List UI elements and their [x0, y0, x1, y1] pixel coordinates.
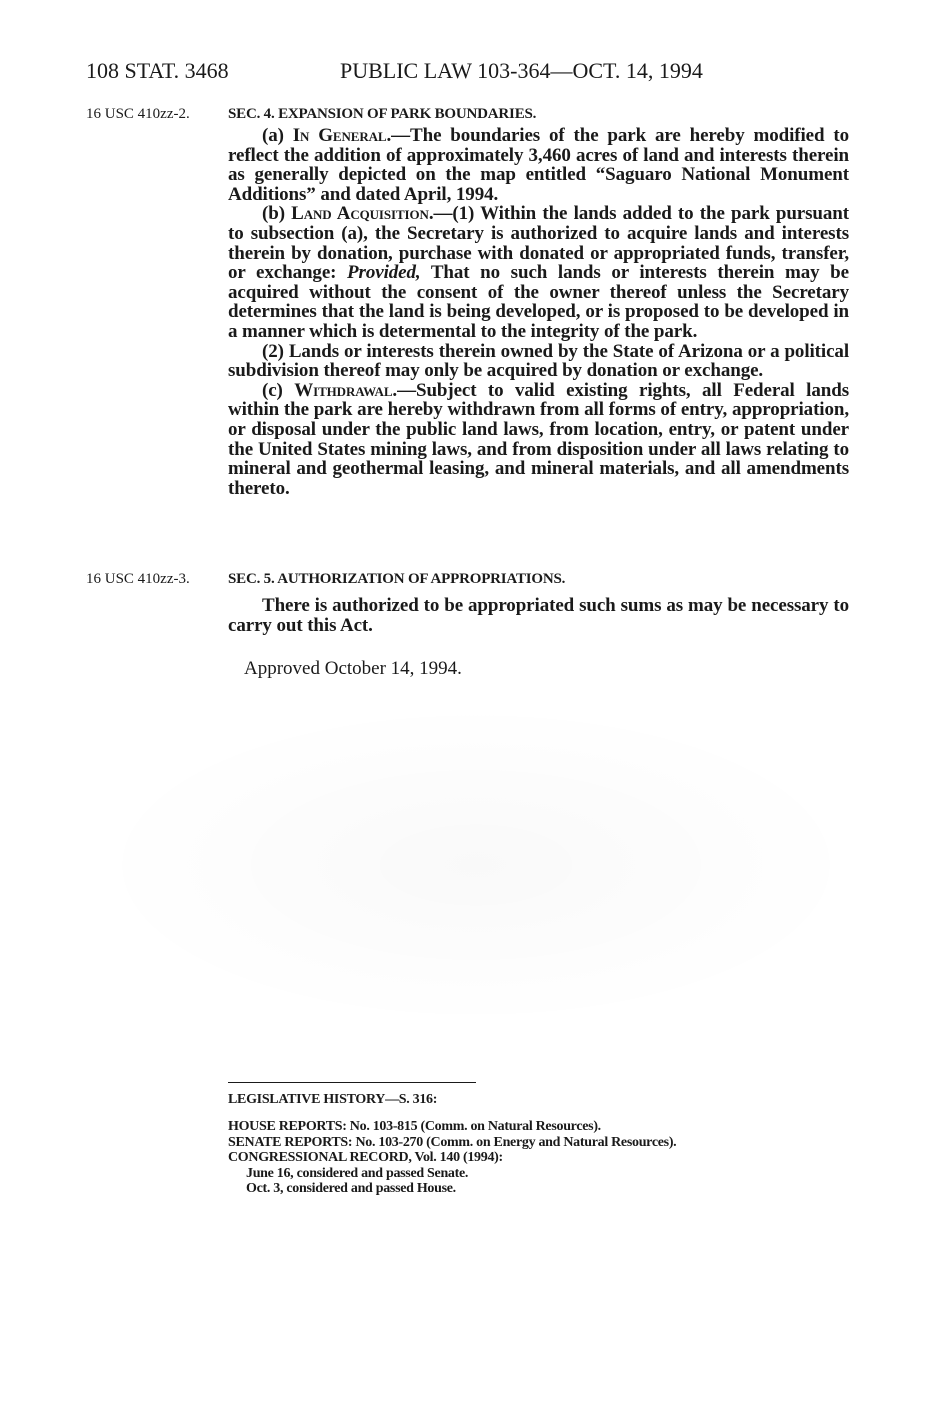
show-through-shadow	[86, 700, 866, 1030]
section-4-body	[228, 126, 849, 498]
history-subline: Oct. 3, considered and passed House.	[246, 1181, 456, 1197]
legislative-history-title: LEGISLATIVE HISTORY—S. 316:	[228, 1092, 438, 1107]
section-4-heading: SEC. 4. EXPANSION OF PARK BOUNDARIES.	[228, 106, 537, 122]
section-5-heading: SEC. 5. AUTHORIZATION OF APPROPRIATIONS.	[228, 571, 566, 587]
history-line: HOUSE REPORTS: No. 103-815 (Comm. on Natural Resources).	[228, 1119, 601, 1134]
history-line: CONGRESSIONAL RECORD, Vol. 140 (1994):	[228, 1150, 503, 1166]
section-5-body	[228, 596, 849, 635]
running-head: PUBLIC LAW 103-364—OCT. 14, 1994	[340, 58, 703, 83]
divider-rule	[228, 1082, 476, 1083]
paragraph-b2: (2) Lands or interests therein owned by the State of Arizona or a political subdivision thereof may only be acquired by donation or exchange.	[228, 340, 849, 382]
section-5-text: There is authorized to be appropriated such sums as may be necessary to carry out this Act.	[228, 595, 849, 636]
usc-citation-sec5: 16 USC 410zz-3.	[86, 571, 190, 587]
paragraph-c: (c) Withdrawal.—Subject to valid existing rights, all Federal lands within the park are hereby withdrawn from all forms of entry, appropriation, or disposal under the public land laws, from location, entry, or patent under the United States mining laws, and from disposition under all laws relating to mineral and geothermal leasing, and mineral materials, and all amendments thereto.	[228, 379, 849, 499]
history-line: SENATE REPORTS: No. 103-270 (Comm. on Energy and Natural Resources).	[228, 1134, 677, 1150]
paragraph-b1: (b) Land Acquisition.—(1) Within the lands added to the park pursuant to subsection (a), the Secretary is authorized to acquire lands and interests therein by donation, purchase with donated or appropriated funds, transfer, or exchange: Provided, That no such lands or interests therein may be acquired without the consent of the owner thereof unless the Secretary determines that the land is being developed, or is proposed to be developed in a manner which is determental to the integrity of the park.	[228, 203, 849, 342]
usc-citation-sec4: 16 USC 410zz-2.	[86, 106, 190, 122]
legislative-history	[228, 1119, 676, 1197]
paragraph-a: (a) In General.—The boundaries of the park are hereby modified to reflect the addition of approximately 3,460 acres of land and interests therein as generally depicted on the map entitled “Saguaro National Monument Additions” and dated April, 1994.	[228, 125, 849, 205]
approval-date: Approved October 14, 1994.	[244, 658, 462, 679]
stat-page-number: 108 STAT. 3468	[86, 58, 229, 83]
history-subline: June 16, considered and passed Senate.	[246, 1165, 469, 1181]
